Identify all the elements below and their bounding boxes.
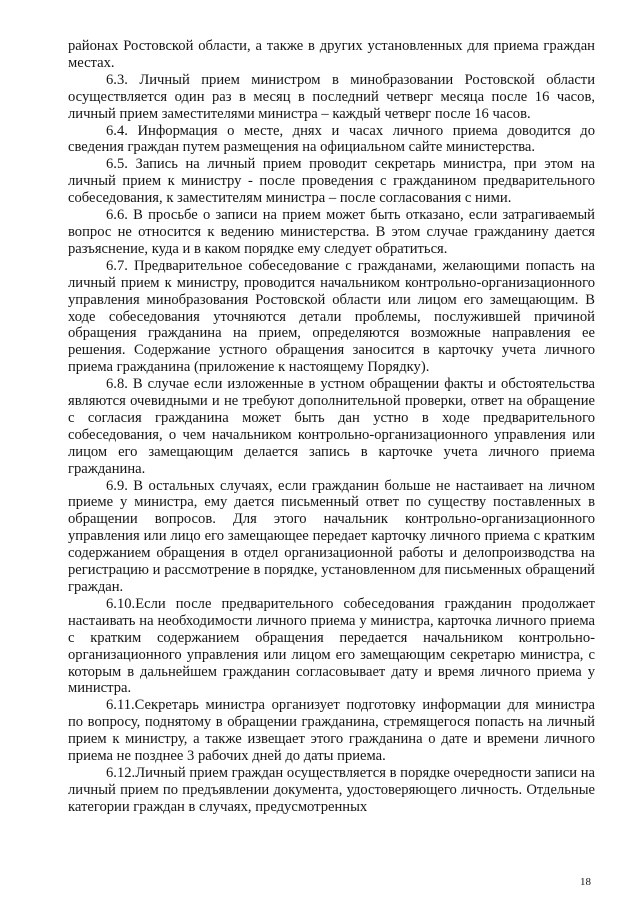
paragraph-6-11: 6.11.Секретарь министра организует подготовку информации для министра по вопросу, поднятому в обращении гражданина, стремящегося попасть на личный прием к министру, а также извещает этого гражданина о дате и времени личного приема не позднее 3 рабочих дней до даты приема. [68, 697, 595, 765]
paragraph-6-7: 6.7. Предварительное собеседование с гражданами, желающими попасть на личный прием к министру, проводится начальником контрольно-организационного управления минобразования Ростовской области или лицом его замещающим. В ходе собеседования уточняются детали проблемы, послужившей причиной обращения гражданина на прием, определяются возможные направления ее решения. Содержание устного обращения заносится в карточку учета личного приема гражданина (приложение к настоящему Порядку). [68, 257, 595, 376]
page-number: 18 [580, 876, 591, 888]
document-page [68, 38, 595, 816]
paragraph-6-8: 6.8. В случае если изложенные в устном обращении факты и обстоятельства являются очевидными и не требуют дополнительной проверки, ответ на обращение с согласия гражданина может быть дан устно в ходе предварительного собеседования, о чем начальником контрольно-организационного управления или лицом его замещающим делается запись в карточке учета личного приема гражданина. [68, 376, 595, 477]
paragraph-6-10: 6.10.Если после предварительного собеседования гражданин продолжает настаивать на необходимости личного приема у министра, карточка личного приема с кратким содержанием обращения передается начальником контрольно-организационного управления или лицом его замещающим секретарю министра, с которым в дальнейшем гражданин согласовывает дату и время личного приема у министра. [68, 595, 595, 697]
paragraph-6-9: 6.9. В остальных случаях, если гражданин больше не настаивает на личном приеме у министра, ему дается письменный ответ по существу поставленных в обращении вопросов. Для этого начальник контрольно-организационного управления или лицо его замещающее передает карточку личного приема с кратким содержанием обращения в отдел организационной работы и делопроизводства на регистрацию и рассмотрение в порядке, установленном для письменных обращений граждан. [68, 477, 595, 595]
paragraph-6-4: 6.4. Информация о месте, днях и часах личного приема доводится до сведения граждан путем размещения на официальном сайте министерства. [68, 122, 595, 156]
paragraph-6-3: 6.3. Личный прием министром в минобразовании Ростовской области осуществляется один раз в месяц в последний четверг месяца после 16 часов, личный прием заместителями министра – каждый четверг после 16 часов. [68, 71, 595, 122]
paragraph-continuation: районах Ростовской области, а также в других установленных для приема граждан местах. [68, 38, 595, 71]
paragraph-6-6: 6.6. В просьбе о записи на прием может быть отказано, если затрагиваемый вопрос не относится к ведению министерства. В этом случае гражданину дается разъяснение, куда и в каком порядке ему следует обратиться. [68, 207, 595, 257]
paragraph-6-5: 6.5. Запись на личный прием проводит секретарь министра, при этом на личный прием к министру - после проведения с гражданином предварительного собеседования, к заместителям министра – после согласования с ними. [68, 156, 595, 207]
paragraph-6-12: 6.12.Личный прием граждан осуществляется в порядке очередности записи на личный прием по предъявлении документа, удостоверяющего личность. Отдельные категории граждан в случаях, предусмотренных [68, 764, 595, 815]
